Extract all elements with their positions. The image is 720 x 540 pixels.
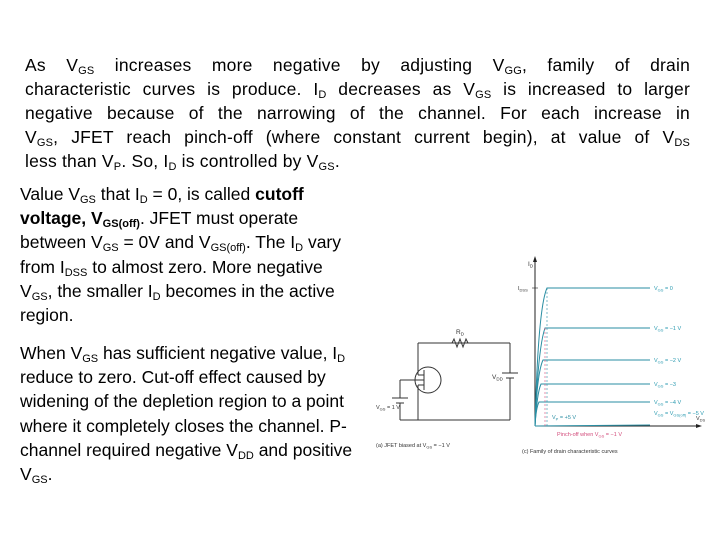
curve-labels — [654, 286, 704, 418]
intro-line-3: negative because of the narrowing of the channel. For each increase in — [25, 103, 690, 123]
x-axis-arrow — [696, 424, 702, 428]
cutoff-term: cutoff voltage, $V_{GS(off)}$ — [20, 184, 304, 231]
y-axis-label: $I_D$ — [528, 261, 534, 269]
pinch-label: Pinch-off when $V_{GS} = -1$ V — [557, 432, 623, 439]
curve-label-0: $V_{GS} = 0$ — [654, 286, 673, 293]
circuit-labels — [376, 329, 504, 450]
curve-label-3: $V_{GS} = -3$ — [654, 382, 676, 389]
curve-vgs-4 — [535, 402, 650, 426]
curve-vgs-1 — [535, 328, 650, 426]
drain-characteristic-chart — [518, 256, 706, 455]
curve-label-5: $V_{GS} = V_{GS(off)} = -5$ V — [654, 411, 704, 418]
vdd-label: $V_{DD}$ — [492, 374, 503, 382]
curve-label-1: $V_{GS} = -1$ V — [654, 326, 682, 333]
vp-label: $V_P = +5$ V — [552, 415, 577, 422]
intro-line-2: characteristic curves is produce. $I_D$ decreases as $V_{GS}$ is increased to larger — [25, 79, 691, 101]
curve-label-4: $V_{GS} = -4$ V — [654, 400, 682, 407]
intro-line-1: As $V_{GS}$ increases more negative by adjusting $V_{GG}$, family of drain — [25, 55, 690, 77]
idss-label: $I_{DSS}$ — [518, 286, 528, 293]
y-axis-arrow — [533, 256, 537, 262]
intro-line-4: $V_{GS}$, JFET reach pinch-off (where constant current begin), at value of $V_{DS}$ — [25, 127, 690, 149]
intro-line-5: less than $V_P$. So, $I_D$ is controlled by $V_{GS}$. — [25, 151, 340, 173]
rd-label: $R_D$ — [456, 329, 464, 337]
cutoff-paragraph: Value $V_{GS}$ that $I_D = 0$, is called cutoff voltage, $V_{GS(off)}$. JFET must operate between $V_{GS} = 0V$ and $V_{GS(off)}$. The $I_D$ vary from $I_{DSS}$ to almost zero. More negative $V_{GS}$, the smaller $I_D$ becomes in the active region. — [20, 184, 342, 326]
jfet-figure — [370, 248, 710, 458]
x-axis-label: $V_{DS}$ — [696, 416, 706, 423]
intro-paragraph — [25, 53, 690, 173]
circuit-caption: (a) JFET biased at $V_{GS} = -1$ V — [376, 443, 450, 450]
curve-label-2: $V_{GS} = -2$ V — [654, 358, 682, 365]
curve-vgs-0 — [535, 288, 650, 426]
chart-caption: (c) Family of drain characteristic curves — [522, 449, 618, 455]
vgs-label: $V_{GS} = 1$ V — [376, 405, 400, 412]
pchannel-paragraph: When $V_{GS}$ has sufficient negative value, $I_D$ reduce to zero. Cut-off effect caused by widening of the depletion region to a point where it completely closes the channel. P-channel required negative $V_{DD}$ and positive $V_{GS}$. — [20, 343, 353, 487]
